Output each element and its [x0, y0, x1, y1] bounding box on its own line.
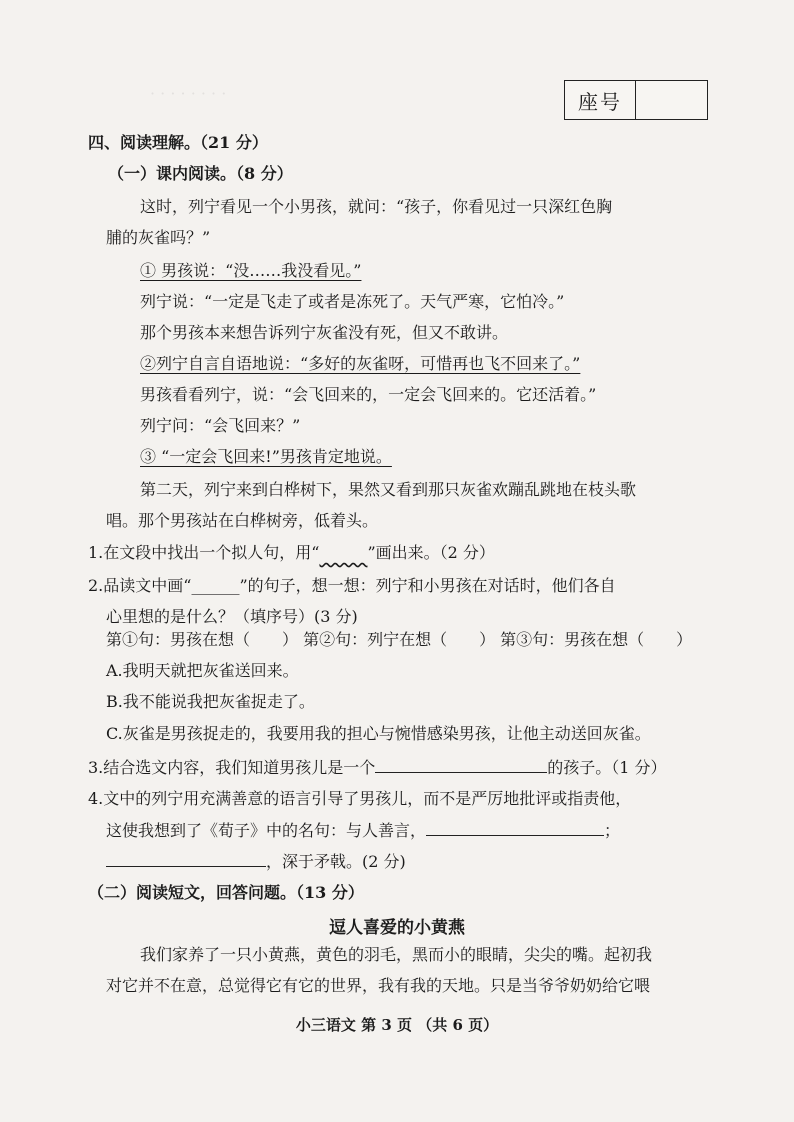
wavy-line-mark: [319, 543, 367, 562]
passage-line: 脯的灰雀吗？”: [106, 228, 211, 247]
passage-line: 这时，列宁看见一个小男孩，就问：“孩子，你看见过一只深红色胸: [140, 197, 613, 216]
question-1: 1.在文段中找出一个拟人句，用“ ”画出来。（2 分）: [88, 543, 495, 562]
seat-label: 座号: [565, 81, 636, 119]
passage-line: [140, 260, 361, 282]
underlined-sentence-1: ① 男孩说：“没……我没看见。”: [140, 261, 362, 280]
passage-line: [140, 353, 580, 375]
question-3: 3.结合选文内容，我们知道男孩儿是一个 的孩子。（1 分）: [88, 758, 667, 777]
option-c: C.灰雀是男孩捉走的，我要用我的担心与惋惜感染男孩，让他主动送回灰雀。: [106, 724, 651, 743]
passage-line: 唱。那个男孩站在白桦树旁，低着头。: [106, 511, 379, 530]
seat-number-field[interactable]: [636, 81, 707, 119]
question-4-line3: ，深于矛戟。(2 分): [106, 850, 406, 873]
passage-line: 列宁说：“一定是飞走了或者是冻死了。天气严寒，它怕冷。”: [140, 292, 565, 311]
option-b: B.我不能说我把灰雀捉走了。: [106, 692, 315, 711]
question-2-line2: 心里想的是什么？（填序号）(3 分): [106, 607, 358, 626]
underlined-sentence-2: ②列宁自言自语地说：“多好的灰雀呀，可惜再也飞不回来了。”: [140, 354, 581, 373]
seat-number-box: [564, 80, 708, 120]
section-heading: 四、阅读理解。（21 分）: [88, 133, 268, 152]
option-a: A.我明天就把灰雀送回来。: [106, 661, 299, 680]
passage-line: 男孩看看列宁，说：“会飞回来的，一定会飞回来的。它还活着。”: [140, 385, 597, 404]
passage-line: [140, 446, 392, 468]
answer-blank[interactable]: [426, 819, 604, 836]
part1-heading: （一）课内阅读。（8 分）: [108, 164, 293, 183]
underlined-sentence-3: ③ “一定会飞回来!”男孩肯定地说。: [140, 447, 392, 466]
passage-line: 那个男孩本来想告诉列宁灰雀没有死，但又不敢讲。: [140, 323, 509, 342]
question-2: 2.品读文中画“______”的句子，想一想：列宁和小男孩在对话时，他们各自: [88, 576, 616, 595]
part2-heading: （二）阅读短文，回答问题。（13 分）: [88, 883, 364, 902]
article-title: 逗人喜爱的小黄燕: [329, 918, 465, 938]
passage-line: 列宁问：“会飞回来？”: [140, 416, 301, 435]
bleed-through-text: · · · · · · · ·: [150, 84, 227, 103]
answer-blank[interactable]: [106, 850, 266, 867]
question-4-line2: 这使我想到了《荀子》中的名句：与人善言， ；: [106, 821, 621, 840]
answer-blank[interactable]: [375, 756, 547, 773]
article-line: 我们家养了一只小黄燕，黄色的羽毛，黑而小的眼睛，尖尖的嘴。起初我: [140, 945, 653, 964]
passage-line: 第二天，列宁来到白桦树下，果然又看到那只灰雀欢蹦乱跳地在枝头歌: [140, 480, 637, 499]
question-4: 4.文中的列宁用充满善意的语言引导了男孩儿，而不是严厉地批评或指责他，: [88, 789, 632, 808]
question-2-answer-line[interactable]: 第①句：男孩在想（ ） 第②句：列宁在想（ ） 第③句：男孩在想（ ）: [106, 630, 693, 649]
article-line: 对它并不在意，总觉得它有它的世界，我有我的天地。只是当爷爷奶奶给它喂: [106, 976, 651, 995]
page-footer: 小三语文 第 3 页 （共 6 页）: [295, 1016, 499, 1034]
